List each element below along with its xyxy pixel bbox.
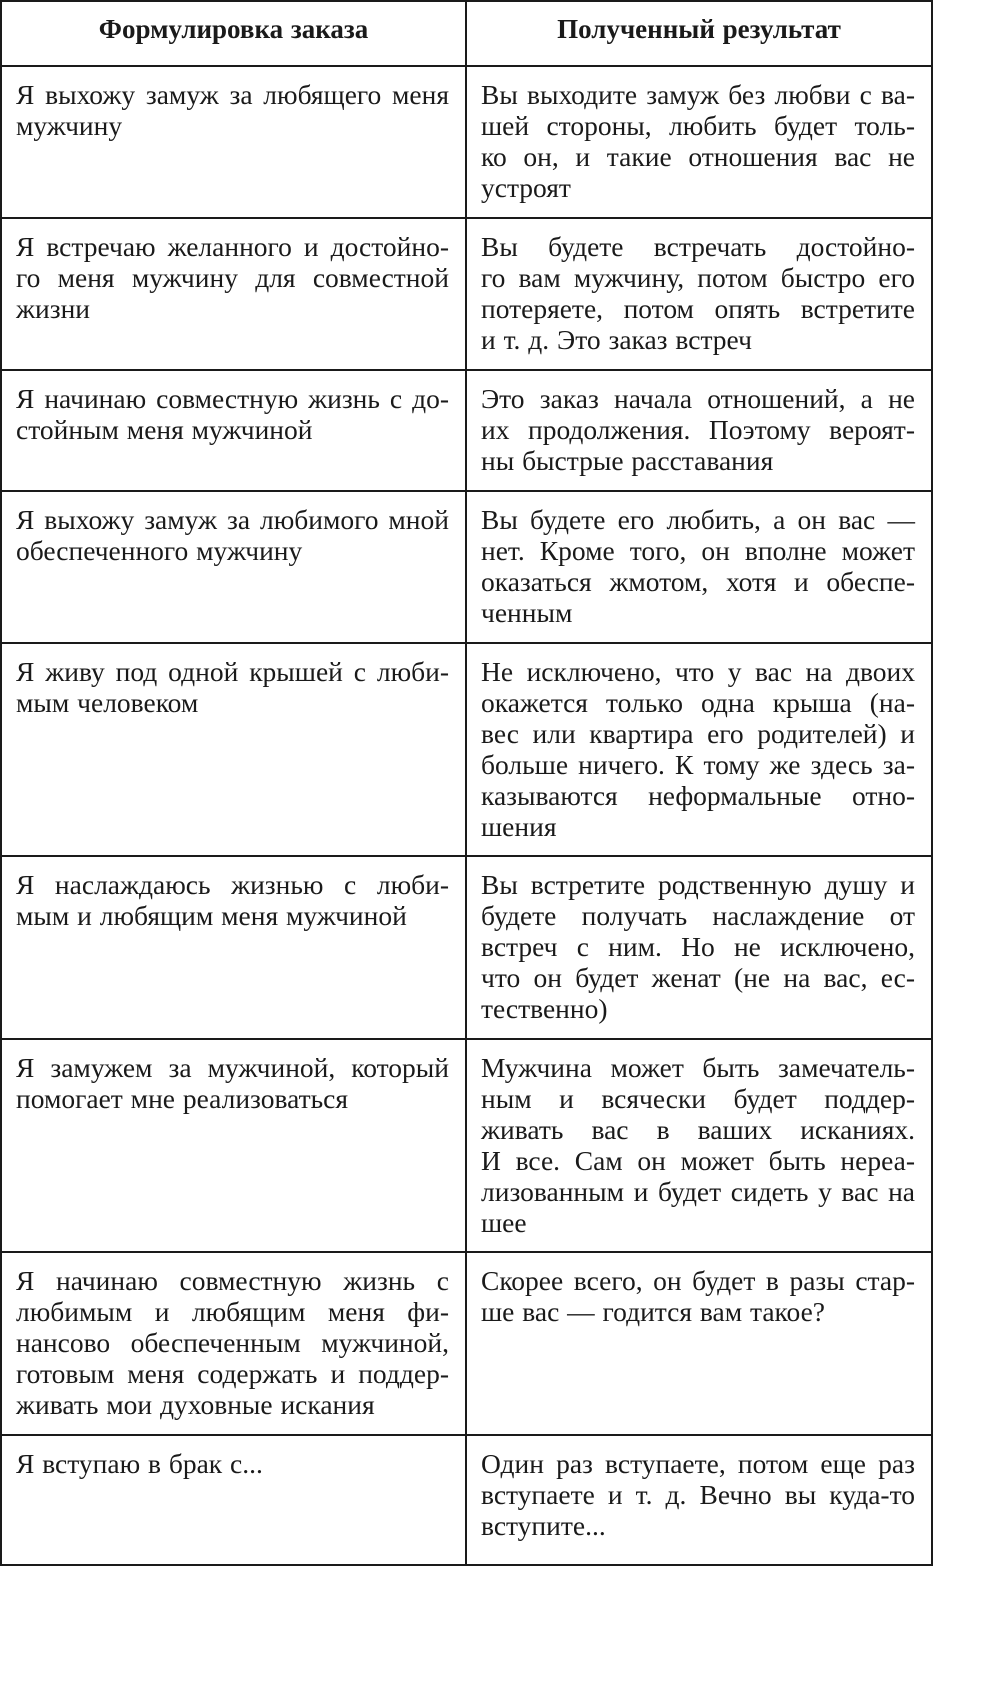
- table-row: [1, 370, 932, 491]
- cell-text-line: Я замужем за мужчиной, который: [16, 1052, 449, 1083]
- table-body: [1, 66, 932, 1565]
- table-row: [1, 491, 932, 643]
- cell-text-line: Я встречаю желанного и достойно-: [16, 231, 449, 262]
- cell-text-line: больше ничего. К тому же здесь за-: [481, 749, 915, 780]
- order-cell: [1, 218, 466, 370]
- cell-text-line: живать мои духовные искания: [16, 1389, 375, 1420]
- cell-text-line: Я вступаю в брак с...: [16, 1448, 263, 1479]
- cell-text-line: оказаться жмотом, хотя и обеспе-: [481, 566, 915, 597]
- table-header-row: [1, 1, 932, 66]
- order-cell: [1, 1252, 466, 1435]
- cell-text-line: мым человеком: [16, 687, 199, 718]
- order-cell: [1, 1039, 466, 1252]
- cell-text-line: нансово обеспеченным мужчиной,: [16, 1327, 449, 1358]
- order-cell: [1, 643, 466, 856]
- order-cell: [1, 491, 466, 643]
- result-cell: [466, 370, 932, 491]
- cell-text-line: И все. Сам он может быть нереа-: [481, 1145, 915, 1176]
- cell-text-line: тественно): [481, 993, 608, 1024]
- cell-text-line: Не исключено, что у вас на двоих: [481, 656, 915, 687]
- cell-text-line: живать вас в ваших исканиях.: [481, 1114, 915, 1145]
- table-row: [1, 643, 932, 856]
- cell-text-line: мужчину: [16, 110, 123, 141]
- result-cell: [466, 1039, 932, 1252]
- cell-text-line: будете получать наслаждение от: [481, 900, 915, 931]
- column-header-result: Полученный результат: [466, 1, 932, 66]
- cell-text-line: Один раз вступаете, потом еще раз: [481, 1448, 915, 1479]
- cell-text-line: Вы будете встречать достойно-: [481, 231, 915, 262]
- cell-text-line: вступите...: [481, 1510, 606, 1541]
- cell-text-line: встреч с ним. Но не исключено,: [481, 931, 915, 962]
- result-cell: [466, 66, 932, 218]
- cell-text-line: ны быстрые расставания: [481, 445, 774, 476]
- cell-text-line: Мужчина может быть замечатель-: [481, 1052, 915, 1083]
- cell-text-line: устроят: [481, 172, 571, 203]
- cell-text-line: Вы выходите замуж без любви с ва-: [481, 79, 915, 110]
- cell-text-line: что он будет женат (не на вас, ес-: [481, 962, 915, 993]
- cell-text-line: нет. Кроме того, он вполне может: [481, 535, 915, 566]
- cell-text-line: ным и всячески будет поддер-: [481, 1083, 915, 1114]
- result-cell: [466, 1435, 932, 1565]
- cell-text-line: вес или квартира его родителей) и: [481, 718, 915, 749]
- table-row: [1, 856, 932, 1039]
- cell-text-line: готовым меня содержать и поддер-: [16, 1358, 449, 1389]
- cell-text-line: вступаете и т. д. Вечно вы куда-то: [481, 1479, 915, 1510]
- cell-text-line: окажется только одна крыша (на-: [481, 687, 915, 718]
- cell-text-line: стойным меня мужчиной: [16, 414, 313, 445]
- cell-text-line: го вам мужчину, потом быстро его: [481, 262, 915, 293]
- cell-text-line: и т. д. Это заказ встреч: [481, 324, 752, 355]
- order-cell: [1, 1435, 466, 1565]
- cell-text-line: их продолжения. Поэтому вероят-: [481, 414, 915, 445]
- table-row: [1, 1039, 932, 1252]
- order-cell: [1, 66, 466, 218]
- cell-text-line: Я живу под одной крышей с люби-: [16, 656, 449, 687]
- result-cell: [466, 643, 932, 856]
- table-row: [1, 66, 932, 218]
- cell-text-line: шее: [481, 1207, 527, 1238]
- result-cell: [466, 856, 932, 1039]
- cell-text-line: обеспеченного мужчину: [16, 535, 303, 566]
- cell-text-line: казываются неформальные отно-: [481, 780, 915, 811]
- cell-text-line: Скорее всего, он будет в разы стар-: [481, 1265, 915, 1296]
- result-cell: [466, 218, 932, 370]
- cell-text-line: шей стороны, любить будет толь-: [481, 110, 915, 141]
- cell-text-line: го меня мужчину для совместной: [16, 262, 449, 293]
- cell-text-line: шения: [481, 811, 557, 842]
- cell-text-line: ко он, и такие отношения вас не: [481, 141, 915, 172]
- cell-text-line: Я наслаждаюсь жизнью с люби-: [16, 869, 449, 900]
- cell-text-line: лизованным и будет сидеть у вас на: [481, 1176, 915, 1207]
- cell-text-line: Вы встретите родственную душу и: [481, 869, 915, 900]
- order-cell: [1, 856, 466, 1039]
- column-header-order: Формулировка заказа: [1, 1, 466, 66]
- cell-text-line: мым и любящим меня мужчиной: [16, 900, 407, 931]
- cell-text-line: Вы будете его любить, а он вас —: [481, 504, 915, 535]
- cell-text-line: Я выхожу замуж за любимого мной: [16, 504, 449, 535]
- cell-text-line: любимым и любящим меня фи-: [16, 1296, 449, 1327]
- cell-text-line: ше вас — годится вам такое?: [481, 1296, 826, 1327]
- result-cell: [466, 491, 932, 643]
- table-row: [1, 218, 932, 370]
- cell-text-line: помогает мне реализоваться: [16, 1083, 349, 1114]
- cell-text-line: Это заказ начала отношений, а не: [481, 383, 915, 414]
- order-cell: [1, 370, 466, 491]
- table-row: [1, 1252, 932, 1435]
- cell-text-line: Я начинаю совместную жизнь с до-: [16, 383, 449, 414]
- result-cell: [466, 1252, 932, 1435]
- cell-text-line: Я начинаю совместную жизнь с: [16, 1265, 449, 1296]
- cell-text-line: потеряете, потом опять встретите: [481, 293, 915, 324]
- cell-text-line: ченным: [481, 597, 573, 628]
- cell-text-line: Я выхожу замуж за любящего меня: [16, 79, 449, 110]
- cell-text-line: жизни: [16, 293, 91, 324]
- table-row: [1, 1435, 932, 1565]
